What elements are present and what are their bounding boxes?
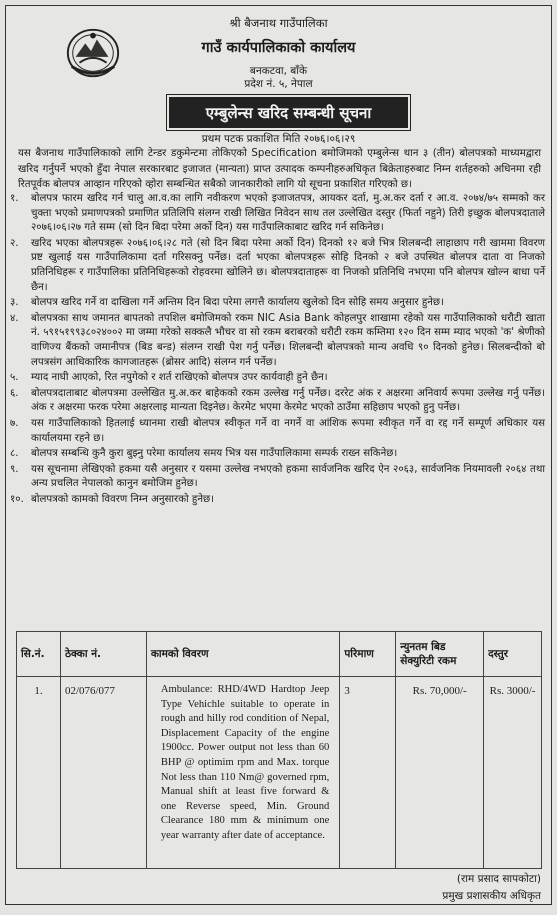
publish-date: प्रथम पटक प्रकाशित मिति २०७६।०६।२९ <box>201 133 356 145</box>
item-text: खरिद भएका बोलपत्रहरू २०७६।०६।२८ गते (सो दिन बिदा परेमा अर्को दिन) दिनको १२ बजे भित्र शिलबन्दी लाहाछाप गरी खाममा विवरण प्रष्ट खुलाई यस गाउँपालिकामा दर्ता गरिसक्नु पर्नेछ। दर्ता भएका बोलपत्रहरू सोहि दिनको २ बजे उपस्थित बोलपत्र दाता वा निजको प्रतिनिधिहरू र गाउँपालिका प्रतिनिधिहरूको रोहवरमा खोलिने छ। बोलपत्रदाताहरू वा निजको प्रतिनिधि नभएमा पनि बोलपत्र खोल्न बाधा पर्ने छैन। <box>31 237 545 293</box>
conditions-list <box>8 192 545 508</box>
item-number: ४. <box>10 312 19 324</box>
item-text: बोलपत्र सम्बन्धि कुनै कुरा बुझ्नु परेमा कार्यालय समय भित्र यस गाउँपालिकामा सम्पर्क राख्न सकिनेछ। <box>31 448 398 460</box>
item-number: ५. <box>10 372 19 384</box>
cell-description: Ambulance: RHD/4WD Hardtop Jeep Type Vehichle suitable to operate in rough and hilly rod condition of Nepal, Displacement Capacity of the engine 1900cc. Power output not less than 60 BHP @ optimim rpm and Max. torque Not less than 110 Nm@ governed rpm, Manual shift at least five forward & one Reverse speed, Min. Ground Clearance 180 mm & minimum one year warranty after date of acceptance. <box>146 677 340 869</box>
item-number: १. <box>10 193 19 204</box>
municipality-name: श्री बैजनाथ गाउँपालिका <box>229 16 328 30</box>
item-text: म्याद नाघी आएको, रित नपुगेको र शर्त राखिएको बोलपत्र उपर कार्यवाही हुने छैन। <box>31 372 328 384</box>
col-header-description: कामको विवरण <box>146 632 340 677</box>
item-text: बोलपत्र खरिद गर्ने वा दाखिला गर्ने अन्तिम दिन बिदा परेमा लगत्तै कार्यालय खुलेको दिन सोहि समय अनुसार हुनेछ। <box>31 297 444 309</box>
item-number: १०. <box>10 493 24 505</box>
col-header-bid-security: न्युनतम बिड सेक्युरिटी रकम <box>396 632 484 677</box>
item-number: २. <box>10 237 19 249</box>
col-header-contract: ठेक्का नं. <box>60 632 146 677</box>
item-number: ८. <box>10 448 19 460</box>
condition-item <box>8 387 545 416</box>
condition-item <box>8 493 545 508</box>
address-line-1: बनकटवा, बाँके <box>249 65 308 77</box>
condition-item <box>8 417 545 446</box>
condition-item <box>8 371 545 386</box>
condition-item <box>8 192 545 236</box>
address-line-2: प्रदेश नं. ५, नेपाल <box>244 78 313 90</box>
col-header-quantity: परिमाण <box>340 632 396 677</box>
item-text: बोलपत्रदाताबाट बोलपत्रमा उल्लेखित मु.अ.कर बाहेकको रकम उल्लेख गर्नु पर्नेछ। दररेट अंक र अक्षरमा अनिवार्य रूपमा उल्लेख गर्नु पर्नेछ। अंक र अक्षरमा फरक परेमा अक्षरलाइ मान्यता दिइनेछ। केरमेट भएमा केरमेट भएको ठाउँमा सहिछाप भएको हुनु पर्नेछ। <box>31 387 545 414</box>
table-header-row <box>17 632 542 677</box>
signatory-name: (राम प्रसाद सापकोटा) <box>456 873 541 885</box>
work-details-table <box>16 631 542 869</box>
item-number: ६. <box>10 387 19 399</box>
col-header-sn: सि.नं. <box>17 632 61 677</box>
condition-item <box>8 463 545 492</box>
cell-bid-security: Rs. 70,000/- <box>396 677 484 869</box>
condition-item <box>8 447 545 462</box>
table-row <box>17 677 542 869</box>
cell-contract: 02/076/077 <box>60 677 146 869</box>
item-text: यस गाउँपालिकाको हितलाई ध्यानमा राखी बोलपत्र स्वीकृत गर्ने वा नगर्ने वा आंशिक रूपमा स्वीकृत गर्ने वा रद्द गर्ने सम्पूर्ण अधिकार यस कार्यालयमा रहने छ। <box>31 417 545 444</box>
condition-item <box>8 237 545 295</box>
notice-page <box>5 5 552 905</box>
item-number: ९. <box>10 463 19 475</box>
cell-sn: 1. <box>17 677 61 869</box>
condition-item <box>8 296 545 311</box>
item-number: ३. <box>10 297 19 309</box>
signatory-designation: प्रमुख प्रशासकीय अधिकृत <box>442 890 541 902</box>
item-text: बोलपत्रका साथ जमानत बापतको तपशिल बमोजिमको रकम NIC Asia Bank कोहलपुर शाखामा रहेको यस गाउँपालिकाको धरौटी खाता नं. ५९१५१९९३८०२४००२ मा जम्मा गरेको सक्कलै भौचर वा सो रकम बराबरको धरौटी रकम कम्तिमा १२० दिन सम्म म्याद भएको 'क' श्रेणीको वाणिज्य बैंकको जमानीपत्र (बिड बन्ड) संलग्न राखी पेश गर्नु पर्नेछ। शिलबन्दी बोलपत्रको मान्य अवधि ९० दिनको हुनेछ। सिलबन्दीको बो लपत्रसंग आधिकारिक कागजातहरू (ब्रोसर आदि) संलग्न गर्न पर्नेछ। <box>31 312 545 368</box>
cell-quantity: 3 <box>340 677 396 869</box>
notice-title: एम्बुलेन्स खरिद सम्बन्धी सूचना <box>169 97 408 128</box>
cell-fee: Rs. 3000/- <box>484 677 542 869</box>
item-text: बोलपत्रको कामको विवरण निम्न अनुसारको हुनेछ। <box>31 493 214 505</box>
intro-paragraph: यस बैजनाथ गाउँपालिकाको लागि टेन्डर डकुमेन्टमा तोकिएको Specification बमोजिमको एम्बुलेन्स थान ३ (तीन) बोलपत्रको माध्यमद्वारा खरिद गर्नुपर्ने भएको हुँदा नेपाल सरकारबाट इजाजत (मान्यता) प्राप्त उत्पादक कम्पनीहरुअधिकृत बिक्रेताहरुबाट निम्न शर्तहरुको अधिनमा रही रितपूर्वक बोलपत्र आव्हान गरिएको व्होरा सम्बन्धित सबैको जानकारीको लागि यो सूचना प्रकाशित गरिएको छ। <box>18 148 541 190</box>
col-header-fee: दस्तुर <box>484 632 542 677</box>
item-text: यस सूचनामा लेखिएको हकमा यसै अनुसार र यसमा उल्लेख नभएको हकमा सार्वजनिक खरिद ऐन २०६३, सार्वजनिक नियमावली २०६४ तथा अन्य प्रचलित नेपालको कानुन बमोजिम हुनेछ। <box>31 463 545 490</box>
item-text: बोलपत्र फारम खरिद गर्न चालु आ.व.का लागि नवीकरण भएको इजाजतपत्र, आयकर दर्ता, मु.अ.कर दर्ता र आ.व. २०७४/७५ सम्मको कर चुक्ता भएको प्रमाणपत्रको प्रमाणित प्रतिलिपि संलग्न राखी लिखित निवेदन साथ तल उल्लेखित दस्तुर (फिर्ता नहुने) तिरी इच्छुक बोलपत्रदाताले २०७६।०६।२७ गते सम्म (सो दिन बिदा परेमा अर्को दिन) यस गाउँपालिकाबाट खरिद गर्न सकिनेछ। <box>31 193 545 234</box>
office-name: गाउँ कार्यपालिकाको कार्यालय <box>201 40 356 56</box>
condition-item <box>8 312 545 370</box>
item-number: ७. <box>10 417 19 429</box>
